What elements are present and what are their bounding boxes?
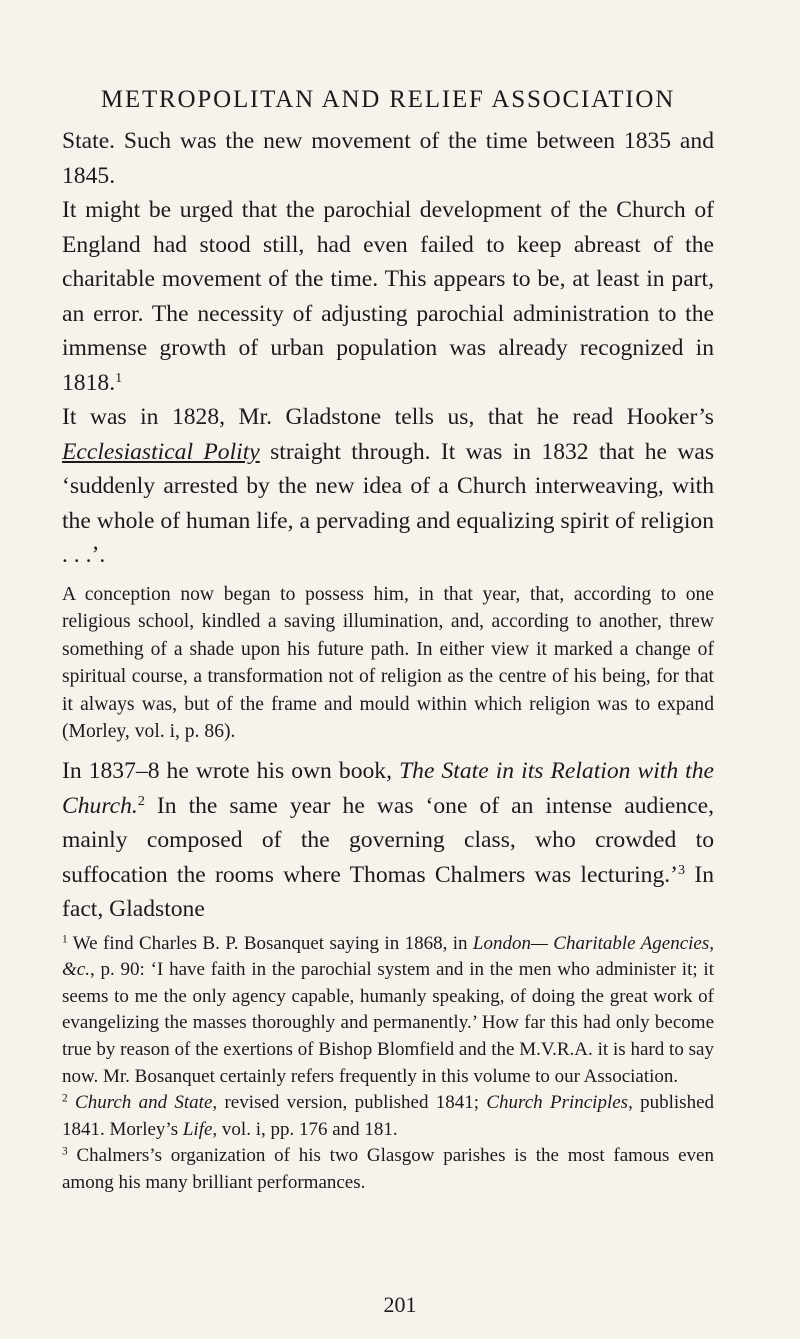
running-head: METROPOLITAN AND RELIEF ASSOCIATION — [100, 86, 676, 113]
footnote-ref-2: 2 — [137, 792, 145, 809]
footnote-3: $^3$ Chalmers’s organization of his two Glasgow parishes is the most famous even among his many brilliant performances. — [62, 1145, 714, 1193]
footnotes — [62, 931, 714, 1197]
book-title-ecclesiastical-polity: Ecclesiastical Polity — [62, 438, 260, 465]
footnote-1: $^1$ We find Charles B. P. Bosanquet saying in 1868, in London— Charitable Agencies, &c., p. 90: ‘I have faith in the parochial system and in the men who administer it; it seems to me the only agency capable, humanly speaking, of doing the great work of evangelizing the masses thoroughly and permanently.’ How far this had only become true by reason of the exertions of Bishop Blomfield and the M.V.R.A. it is hard to say now. Mr. Bosanquet certainly refers frequently in this volume to our Association. — [62, 932, 714, 1087]
book-title-state-relation: The State in its Relation with the Church. — [62, 758, 715, 819]
block-quote: A conception now began to possess him, in that year, that, according to one religious school, kindled a saving illumination, and, according to another, threw something of a shade upon his future path. In either view it marked a change of spiritual course, a transformation not of religion as the centre of his being, for that it always was, but of the frame and mould within which religion was to expand (Morley, vol. i, p. 86). — [62, 583, 714, 743]
paragraph-2: It might be urged that the parochial development of the Church of England had stood still, had even failed to keep abreast of the charitable movement of the time. This appears to be, at least in part, an error. The necessity of adjusting parochial administration to the immense growth of urban population was already recognized in 1818.$^1$ — [62, 197, 714, 396]
paragraph-4: In 1837–8 he wrote his own book, The State in its Relation with the Church.$^2$ In the same year he was ‘one of an intense audience, mainly composed of the governing class, who crowded to suffocation the rooms where Thomas Chalmers was lecturing.’$^3$ In fact, Gladstone — [62, 758, 715, 923]
page-number: 201 — [383, 1292, 417, 1317]
footnote-ref-3: 3 — [678, 861, 686, 878]
paragraph-3: It was in 1828, Mr. Gladstone tells us, that he read Hooker’s Ecclesiastical Polity straight through. It was in 1832 that he was ‘suddenly arrested by the new idea of a Church interweaving, with the whole of human life, a pervading and equalizing spirit of religion . . .’. — [62, 404, 715, 568]
page-text — [62, 86, 714, 1197]
footnote-ref-1: 1 — [115, 369, 123, 386]
paragraph-1: State. Such was the new movement of the time between 1835 and 1845. — [62, 128, 714, 189]
footnote-2: $^2$ Church and State, revised version, published 1841; Church Principles, published 1841. Morley’s Life, vol. i, pp. 176 and 181. — [62, 1092, 715, 1140]
